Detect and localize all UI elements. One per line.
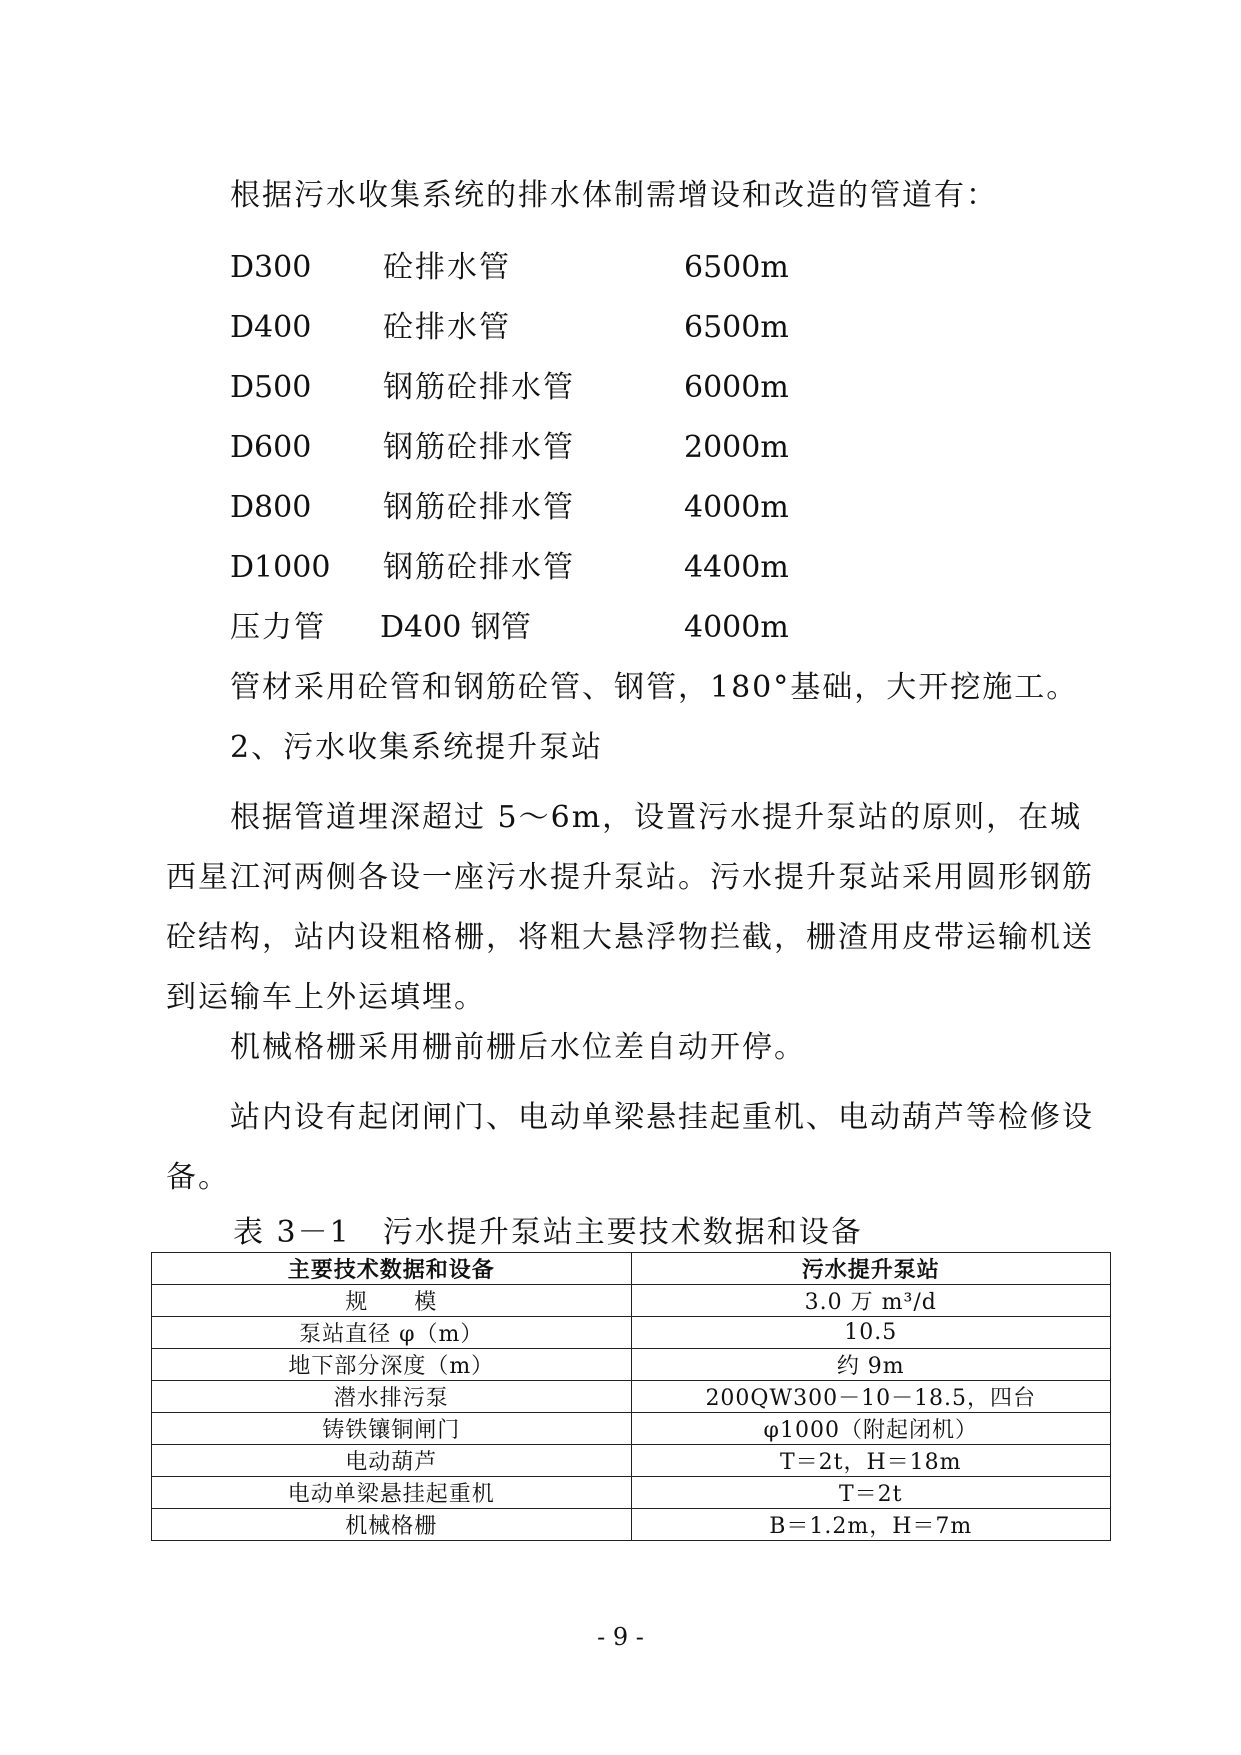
table-cell: T＝2t xyxy=(631,1477,1111,1509)
pipe-type: 钢筋砼排水管 xyxy=(383,430,575,465)
section-heading: 2、污水收集系统提升泵站 xyxy=(230,730,604,765)
pipe-length: 6500m xyxy=(684,250,789,285)
pipe-size: 压力管 xyxy=(230,610,326,645)
table-cell: 10.5 xyxy=(631,1317,1111,1349)
pipe-length: 2000m xyxy=(684,430,789,465)
paragraph-pump-station: 根据管道埋深超过 5～6m，设置污水提升泵站的原则，在城西星江河两侧各设一座污水提升泵站。污水提升泵站采用圆形钢筋砼结构，站内设粗格栅，将粗大悬浮物拦截，栅渣用皮带运输机送到运输车上外运填埋。 xyxy=(166,800,1094,1015)
table-header-row xyxy=(152,1253,1111,1285)
header-cell: 主要技术数据和设备 xyxy=(152,1253,632,1285)
table-caption: 表 3－1 污水提升泵站主要技术数据和设备 xyxy=(233,1215,863,1250)
pipe-type: D400 钢管 xyxy=(380,610,531,645)
data-table xyxy=(151,1252,1111,1541)
pipe-size: D800 xyxy=(230,490,312,525)
table-cell: 潜水排污泵 xyxy=(152,1381,632,1413)
table-cell: B＝1.2m，H＝7m xyxy=(631,1509,1111,1541)
table-row xyxy=(152,1381,1111,1413)
table-row xyxy=(152,1285,1111,1317)
pipe-type: 砼排水管 xyxy=(383,310,511,345)
pipe-type: 钢筋砼排水管 xyxy=(383,490,575,525)
pipe-length: 4400m xyxy=(684,550,789,585)
table-row xyxy=(152,1413,1111,1445)
pipe-size: D600 xyxy=(230,430,312,465)
table-cell: 规 模 xyxy=(152,1285,632,1317)
pipe-length: 6000m xyxy=(684,370,789,405)
table-cell: 机械格栅 xyxy=(152,1509,632,1541)
pipe-length: 6500m xyxy=(684,310,789,345)
table-cell: T＝2t，H＝18m xyxy=(631,1445,1111,1477)
table-cell: φ1000（附起闭机） xyxy=(631,1413,1111,1445)
table-cell: 200QW300－10－18.5，四台 xyxy=(631,1381,1111,1413)
pipe-length: 4000m xyxy=(684,610,789,645)
pipe-type: 砼排水管 xyxy=(383,250,511,285)
table-cell: 电动葫芦 xyxy=(152,1445,632,1477)
intro-line: 根据污水收集系统的排水体制需增设和改造的管道有： xyxy=(230,178,998,213)
table-cell: 铸铁镶铜闸门 xyxy=(152,1413,632,1445)
table-row xyxy=(152,1509,1111,1541)
table-cell: 泵站直径 φ（m） xyxy=(152,1317,632,1349)
paragraph-equipment: 站内设有起闭闸门、电动单梁悬挂起重机、电动葫芦等检修设备。 xyxy=(166,1100,1094,1195)
paragraph-grille: 机械格栅采用栅前栅后水位差自动开停。 xyxy=(230,1030,806,1065)
table-cell: 地下部分深度（m） xyxy=(152,1349,632,1381)
table-row xyxy=(152,1445,1111,1477)
page-number: - 9 - xyxy=(597,1623,644,1651)
table-cell: 3.0 万 m³/d xyxy=(631,1285,1111,1317)
pipe-length: 4000m xyxy=(684,490,789,525)
table-cell: 电动单梁悬挂起重机 xyxy=(152,1477,632,1509)
pipe-type: 钢筋砼排水管 xyxy=(383,370,575,405)
table-cell: 约 9m xyxy=(631,1349,1111,1381)
pipe-size: D1000 xyxy=(230,550,331,585)
pipe-type: 钢筋砼排水管 xyxy=(383,550,575,585)
table-row xyxy=(152,1349,1111,1381)
material-line: 管材采用砼管和钢筋砼管、钢管，180°基础，大开挖施工。 xyxy=(230,670,1079,705)
pipe-size: D300 xyxy=(230,250,312,285)
table-row xyxy=(152,1477,1111,1509)
pipe-size: D500 xyxy=(230,370,312,405)
pipe-size: D400 xyxy=(230,310,312,345)
table-row xyxy=(152,1317,1111,1349)
header-cell: 污水提升泵站 xyxy=(631,1253,1111,1285)
